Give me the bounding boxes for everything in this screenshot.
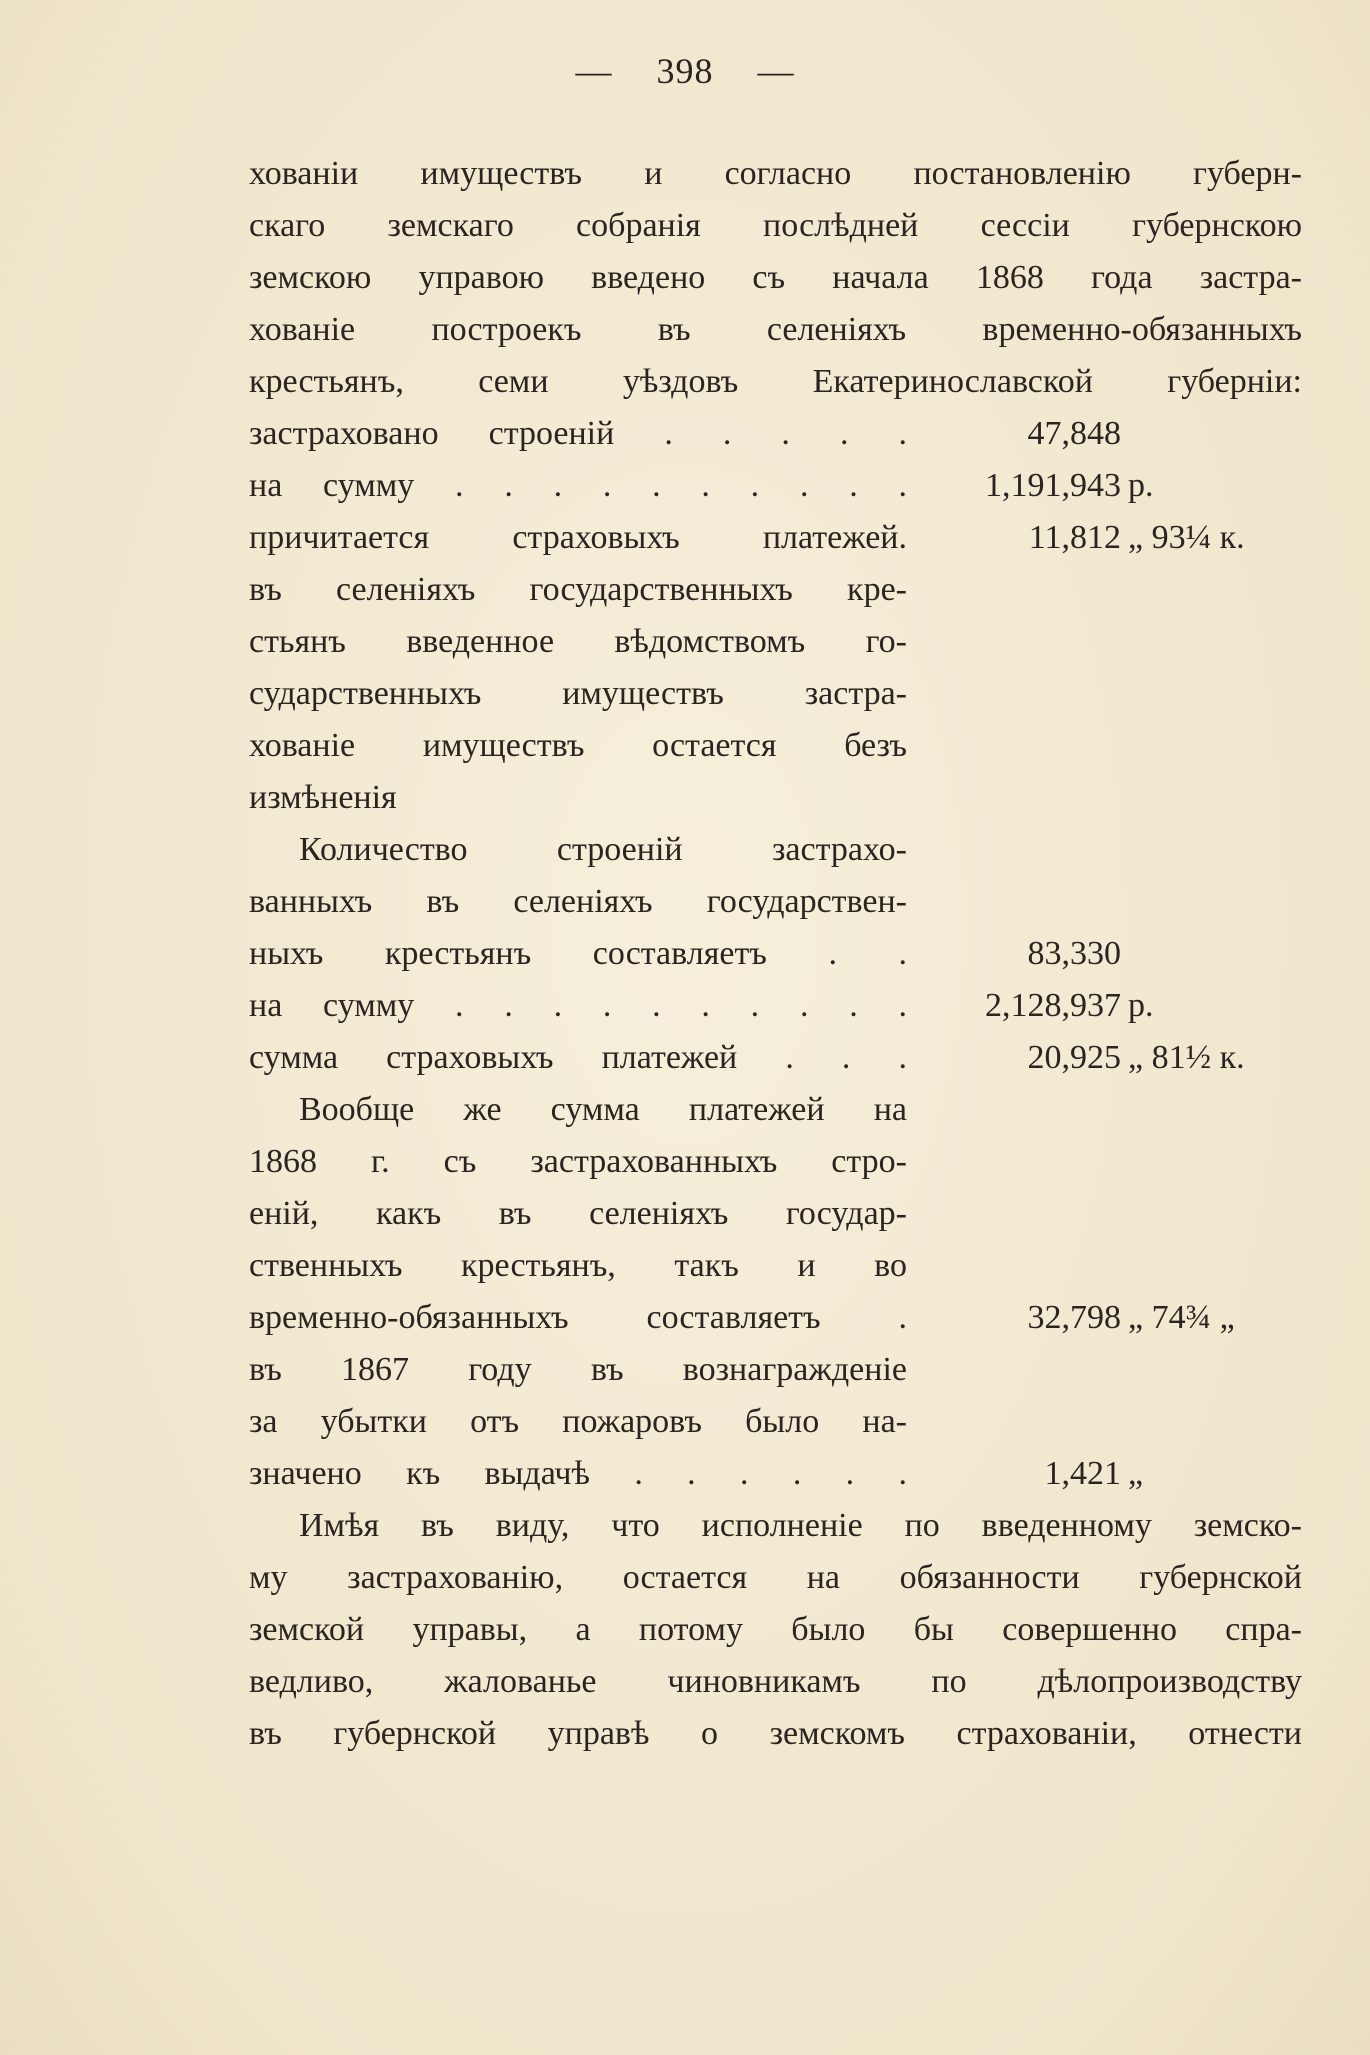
- table-row-label: причитается страховыхъ платежей.: [249, 519, 907, 556]
- table-row-value: 20,925: [1027, 1039, 1121, 1076]
- table-row-value: 47,848: [1027, 415, 1121, 452]
- table-row-unit: „ 93¼ к.: [1128, 519, 1245, 556]
- text-line: еній, какъ въ селеніяхъ государ-: [249, 1195, 907, 1232]
- text-line: за убытки отъ пожаровъ было на-: [249, 1403, 907, 1440]
- table-row-label: значено къ выдачѣ . . . . . .: [249, 1455, 907, 1492]
- paragraph-start-line: Имѣя въ виду, что исполненіе по введенному земско-: [299, 1507, 1302, 1544]
- table-row-label: ныхъ крестьянъ составляетъ . .: [249, 935, 907, 972]
- text-line: сударственныхъ имуществъ застра-: [249, 675, 907, 712]
- text-line: стьянъ введенное вѣдомствомъ го-: [249, 623, 907, 660]
- text-line: въ губернской управѣ о земскомъ страхованіи, отнести: [249, 1715, 1302, 1752]
- table-row-unit: р.: [1128, 987, 1154, 1024]
- text-line: ведливо, жалованье чиновникамъ по дѣлопроизводству: [249, 1663, 1302, 1700]
- text-line: ванныхъ въ селеніяхъ государствен-: [249, 883, 907, 920]
- text-line: въ 1867 году въ вознагражденіе: [249, 1351, 907, 1388]
- table-row-value: 32,798: [1027, 1299, 1121, 1336]
- text-line: хованіе имуществъ остается безъ: [249, 727, 907, 764]
- text-line: крестьянъ, семи уѣздовъ Екатеринославской губерніи:: [249, 363, 1302, 400]
- page-number: 398: [656, 51, 714, 91]
- text-line: измѣненія: [249, 779, 397, 816]
- table-row-value: 11,812: [1028, 519, 1121, 556]
- paragraph-start-line: Вообще же сумма платежей на: [299, 1091, 907, 1128]
- table-row-label: застраховано строеній . . . . .: [249, 415, 907, 452]
- table-row-unit: „: [1128, 1455, 1144, 1492]
- table-row-value: 1,421: [1044, 1455, 1121, 1492]
- text-line: хованіи имуществъ и согласно постановленію губерн-: [249, 155, 1302, 192]
- page-number-header: [0, 50, 1370, 92]
- text-line: въ селеніяхъ государственныхъ кре-: [249, 571, 907, 608]
- table-row-unit: „ 74¾ „: [1128, 1299, 1235, 1336]
- text-line: скаго земскаго собранія послѣдней сессіи губернскою: [249, 207, 1302, 244]
- text-line: му застрахованію, остается на обязанности губернской: [249, 1559, 1302, 1596]
- table-row-value: 1,191,943: [985, 467, 1121, 504]
- table-row-label: сумма страховыхъ платежей . . .: [249, 1039, 907, 1076]
- paragraph-start-line: Количество строеній застрахо-: [299, 831, 907, 868]
- table-row-value: 83,330: [1027, 935, 1121, 972]
- text-line: земской управы, а потому было бы совершенно спра-: [249, 1611, 1302, 1648]
- text-line: земскою управою введено съ начала 1868 года застра-: [249, 259, 1302, 296]
- text-line: ственныхъ крестьянъ, такъ и во: [249, 1247, 907, 1284]
- text-line: 1868 г. съ застрахованныхъ стро-: [249, 1143, 907, 1180]
- table-row-unit: „ 81½ к.: [1128, 1039, 1245, 1076]
- table-row-label: на сумму . . . . . . . . . .: [249, 987, 907, 1024]
- table-row-label: временно-обязанныхъ составляетъ .: [249, 1299, 907, 1336]
- table-row-value: 2,128,937: [985, 987, 1121, 1024]
- text-line: хованіе построекъ въ селеніяхъ временно-обязанныхъ: [249, 311, 1302, 348]
- page-number-dash-left: —: [575, 51, 613, 91]
- table-row-label: на сумму . . . . . . . . . .: [249, 467, 907, 504]
- page-number-dash-right: —: [757, 51, 795, 91]
- table-row-unit: р.: [1128, 467, 1154, 504]
